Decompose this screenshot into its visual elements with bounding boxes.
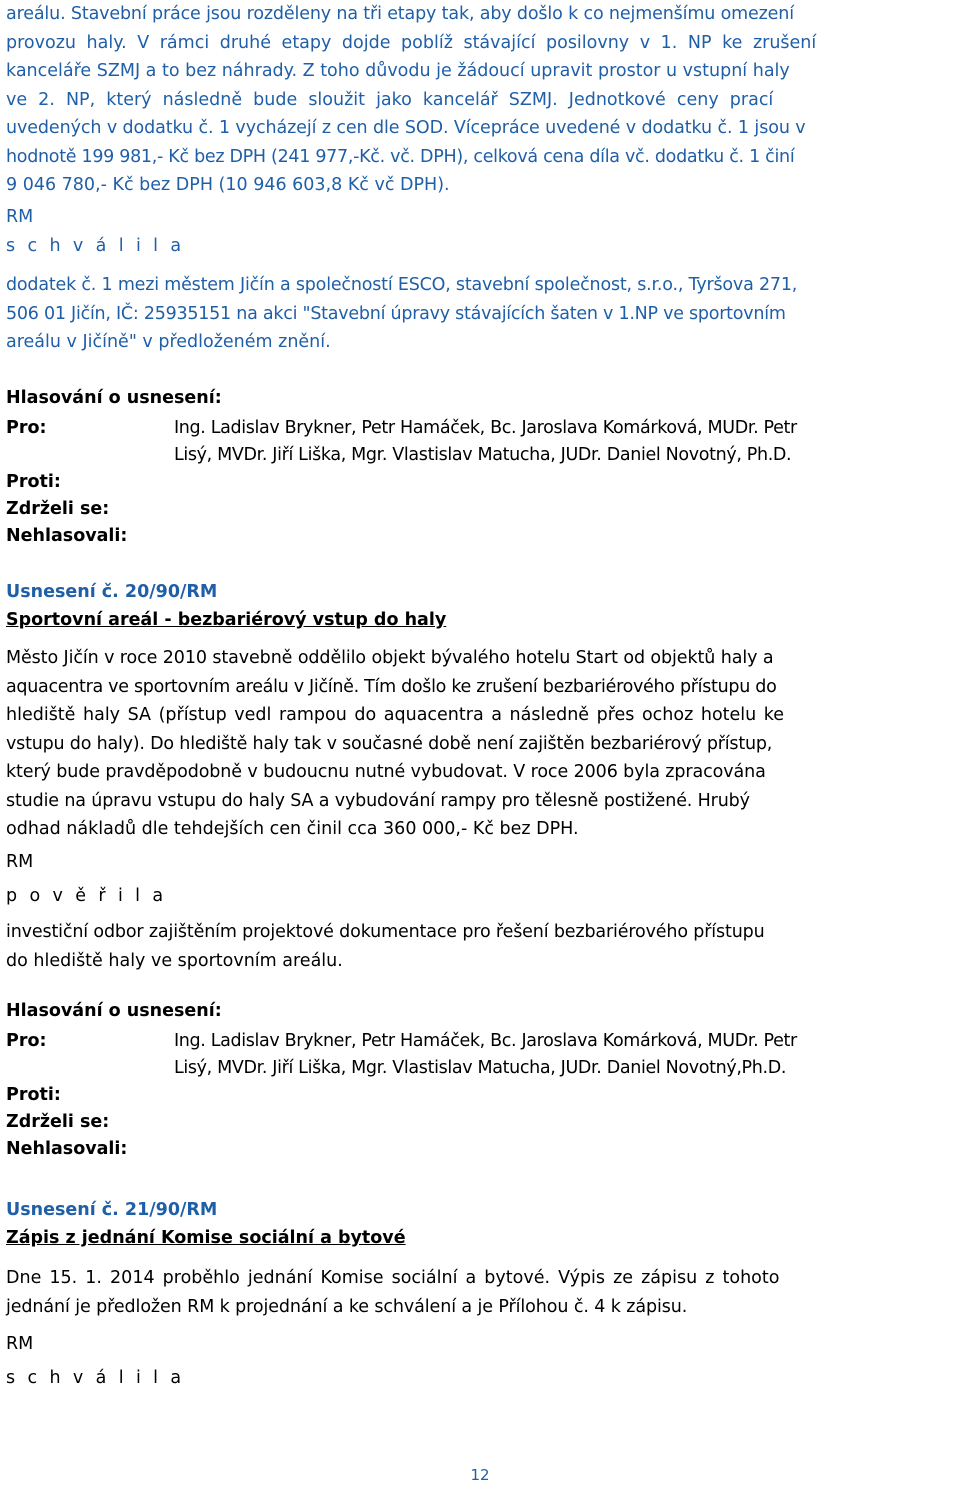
intro-line: ve 2. NP, který následně bude sloužit jako kancelář SZMJ. Jednotkové ceny prací	[6, 89, 774, 110]
decision-verb: p o v ě ř i l a	[6, 886, 167, 906]
intro-line: kanceláře SZMJ a to bez náhrady. Z toho důvodu je žádoucí upravit prostor u vstupní haly	[6, 61, 790, 81]
paragraph-line: studie na úpravu vstupu do haly SA a vybudování rampy pro tělesně postižené. Hrubý	[6, 790, 750, 811]
section-3	[6, 1196, 956, 1388]
vote-table	[6, 415, 956, 550]
decision-line: dodatek č. 1 mezi městem Jičín a společností ESCO, stavební společnost, s.r.o., Tyršova 271,	[6, 275, 798, 295]
paragraph-line: vstupu do haly). Do hlediště haly tak v současné době není zajištěn bezbariérový přístup,	[6, 733, 773, 754]
vote-proti-label: Proti:	[6, 472, 61, 492]
resolution-paragraph	[6, 644, 956, 844]
decision-line: areálu v Jičíně" v předloženém znění.	[6, 332, 331, 352]
paragraph-line: aquacentra ve sportovním areálu v Jičíně. Tím došlo ke zrušení bezbariérového přístupu do	[6, 676, 777, 697]
paragraph-line: hlediště haly SA (přístup vedl rampou do aquacentra a následně přes ochoz hotelu ke	[6, 705, 785, 725]
paragraph-line: který bude pravděpodobně v budoucnu nutné vybudovat. V roce 2006 byla zpracována	[6, 762, 766, 782]
resolution-number: Usnesení č. 20/90/RM	[6, 582, 218, 602]
intro-line: areálu. Stavební práce jsou rozděleny na tři etapy tak, aby došlo k co nejmenšímu omezení	[6, 4, 794, 24]
rm-label: RM	[6, 1334, 34, 1354]
intro-line: uvedených v dodatku č. 1 vycházejí z cen dle SOD. Vícepráce uvedené v dodatku č. 1 jsou v	[6, 118, 806, 138]
paragraph-line: Dne 15. 1. 2014 proběhlo jednání Komise sociální a bytové. Výpis ze zápisu z tohoto	[6, 1268, 780, 1288]
decision-line: 506 01 Jičín, IČ: 25935151 na akci "Stavební úpravy stávajících šaten v 1.NP ve sportovním	[6, 303, 786, 324]
paragraph-line: odhad nákladů dle tehdejších cen činil cca 360 000,- Kč bez DPH.	[6, 819, 579, 839]
intro-line: 9 046 780,- Kč bez DPH (10 946 603,8 Kč vč DPH).	[6, 175, 450, 195]
vote-block	[6, 997, 956, 1163]
intro-line: hodnotě 199 981,- Kč bez DPH (241 977,-Kč. vč. DPH), celková cena díla vč. dodatku č. 1 činí	[6, 146, 795, 167]
vote-pro-line: Lisý, MVDr. Jiří Liška, Mgr. Vlastislav Matucha, JUDr. Daniel Novotný,Ph.D.	[174, 1058, 787, 1078]
page-number: 12	[470, 1466, 490, 1484]
vote-table	[6, 1028, 956, 1163]
resolution-paragraph	[6, 1264, 956, 1321]
vote-block	[6, 384, 956, 550]
intro-paragraph	[6, 0, 956, 200]
decision-text	[6, 918, 956, 975]
vote-nehlasovali-label: Nehlasovali:	[6, 526, 128, 546]
decision-line: investiční odbor zajištěním projektové dokumentace pro řešení bezbariérového přístupu	[6, 922, 765, 942]
vote-pro-line: Ing. Ladislav Brykner, Petr Hamáček, Bc. Jaroslava Komárková, MUDr. Petr	[174, 418, 797, 438]
intro-line: provozu haly. V rámci druhé etapy dojde poblíž stávající posilovny v 1. NP ke zrušení	[6, 32, 817, 53]
vote-pro-label: Pro:	[6, 418, 47, 438]
vote-zdrzeli-label: Zdrželi se:	[6, 1112, 110, 1132]
vote-pro-line: Ing. Ladislav Brykner, Petr Hamáček, Bc. Jaroslava Komárková, MUDr. Petr	[174, 1031, 797, 1051]
rm-label: RM	[6, 852, 34, 872]
paragraph-line: jednání je předložen RM k projednání a ke schválení a je Přílohou č. 4 k zápisu.	[6, 1296, 688, 1317]
vote-pro-value	[174, 1028, 954, 1082]
vote-pro-line: Lisý, MVDr. Jiří Liška, Mgr. Vlastislav Matucha, JUDr. Daniel Novotný, Ph.D.	[174, 445, 792, 465]
vote-pro-value	[174, 415, 954, 469]
decision-verb: s c h v á l i l a	[6, 1368, 185, 1388]
vote-nehlasovali-label: Nehlasovali:	[6, 1139, 128, 1159]
decision-verb: s c h v á l i l a	[6, 236, 185, 256]
vote-heading: Hlasování o usnesení:	[6, 1001, 222, 1021]
resolution-number: Usnesení č. 21/90/RM	[6, 1200, 218, 1220]
paragraph-line: Město Jičín v roce 2010 stavebně oddělilo objekt bývalého hotelu Start od objektů haly a	[6, 648, 774, 668]
decision-text	[6, 271, 956, 357]
decision-line: do hlediště haly ve sportovním areálu.	[6, 950, 343, 971]
vote-heading: Hlasování o usnesení:	[6, 388, 222, 408]
rm-label: RM	[6, 207, 34, 227]
section-2	[6, 578, 956, 1159]
vote-proti-label: Proti:	[6, 1085, 61, 1105]
vote-pro-label: Pro:	[6, 1031, 47, 1051]
resolution-title: Zápis z jednání Komise sociální a bytové	[6, 1228, 406, 1248]
resolution-title: Sportovní areál - bezbariérový vstup do haly	[6, 610, 447, 630]
vote-zdrzeli-label: Zdrželi se:	[6, 499, 110, 519]
